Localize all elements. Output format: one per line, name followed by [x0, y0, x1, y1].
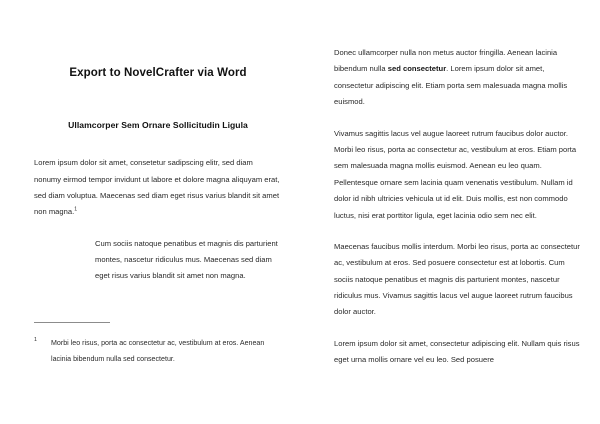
right-paragraph-1	[334, 0, 580, 111]
footnote-reference-marker[interactable]: 1	[74, 206, 78, 213]
body-paragraph-1-text: Lorem ipsum dolor sit amet, consetetur sadipscing elitr, sed diam nonumy eirmod tempor invidunt ut labore et dolore magna aliquyam erat, sed diam voluptua. Maecenas sed diam eget risus varius blandit sit amet non magna.	[34, 158, 280, 217]
right-paragraph-3: Maecenas faucibus mollis interdum. Morbi leo risus, porta ac consectetur ac, vestibulum at eros. Sed posuere consectetur est at lobortis. Cum sociis natoque penatibus et magnis dis parturient montes, nascetur ridiculus mus. Vivamus sagittis lacus vel augue laoreet rutrum faucibus dolor auctor.	[334, 241, 580, 317]
blockquote: Cum sociis natoque penatibus et magnis dis parturient montes, nascetur ridiculus mus. Maecenas sed diam eget risus varius blandit sit amet non magna.	[95, 238, 278, 281]
footnote-area	[34, 322, 282, 367]
footnote-text: Morbi leo risus, porta ac consectetur ac, vestibulum at eros. Aenean lacinia bibendum nulla sed consectetur.	[51, 339, 265, 363]
right-paragraph-1-part-2: . Lorem ipsum dolor sit amet, consectetur adipiscing elit. Etiam porta sem malesuada magna mollis euismod.	[334, 64, 568, 107]
right-paragraph-4: Lorem ipsum dolor sit amet, consectetur adipiscing elit. Nullam quis risus eget urna mollis ornare vel eu leo. Sed posuere	[334, 338, 580, 365]
footnote-marker: 1	[34, 337, 37, 343]
right-paragraph-1-bold-run: sed consectetur	[387, 64, 447, 74]
body-paragraph-1	[34, 131, 282, 221]
document-page-right[interactable]	[300, 0, 600, 424]
right-paragraph-1-part-1: Donec ullamcorper nulla non metus auctor fringilla. Aenean lacinia bibendum nulla	[334, 48, 558, 74]
footnote-item	[34, 336, 282, 367]
document-heading: Ullamcorper Sem Ornare Sollicitudin Ligula	[68, 119, 248, 130]
document-title: Export to NovelCrafter via Word	[69, 67, 247, 79]
right-paragraph-2: Vivamus sagittis lacus vel augue laoreet rutrum faucibus dolor auctor. Morbi leo risus, porta ac consectetur ac, vestibulum at eros. Etiam porta sem malesuada magna mollis euismod. Aenean eu leo quam. Pellentesque ornare sem lacinia quam venenatis vestibulum. Nullam id dolor id nibh ultricies vehicula ut id elit. Duis mollis, est non commodo luctus, nisi erat porttitor ligula, eget lacinia odio sem nec elit.	[334, 128, 577, 220]
footnote-separator-rule	[34, 322, 110, 323]
